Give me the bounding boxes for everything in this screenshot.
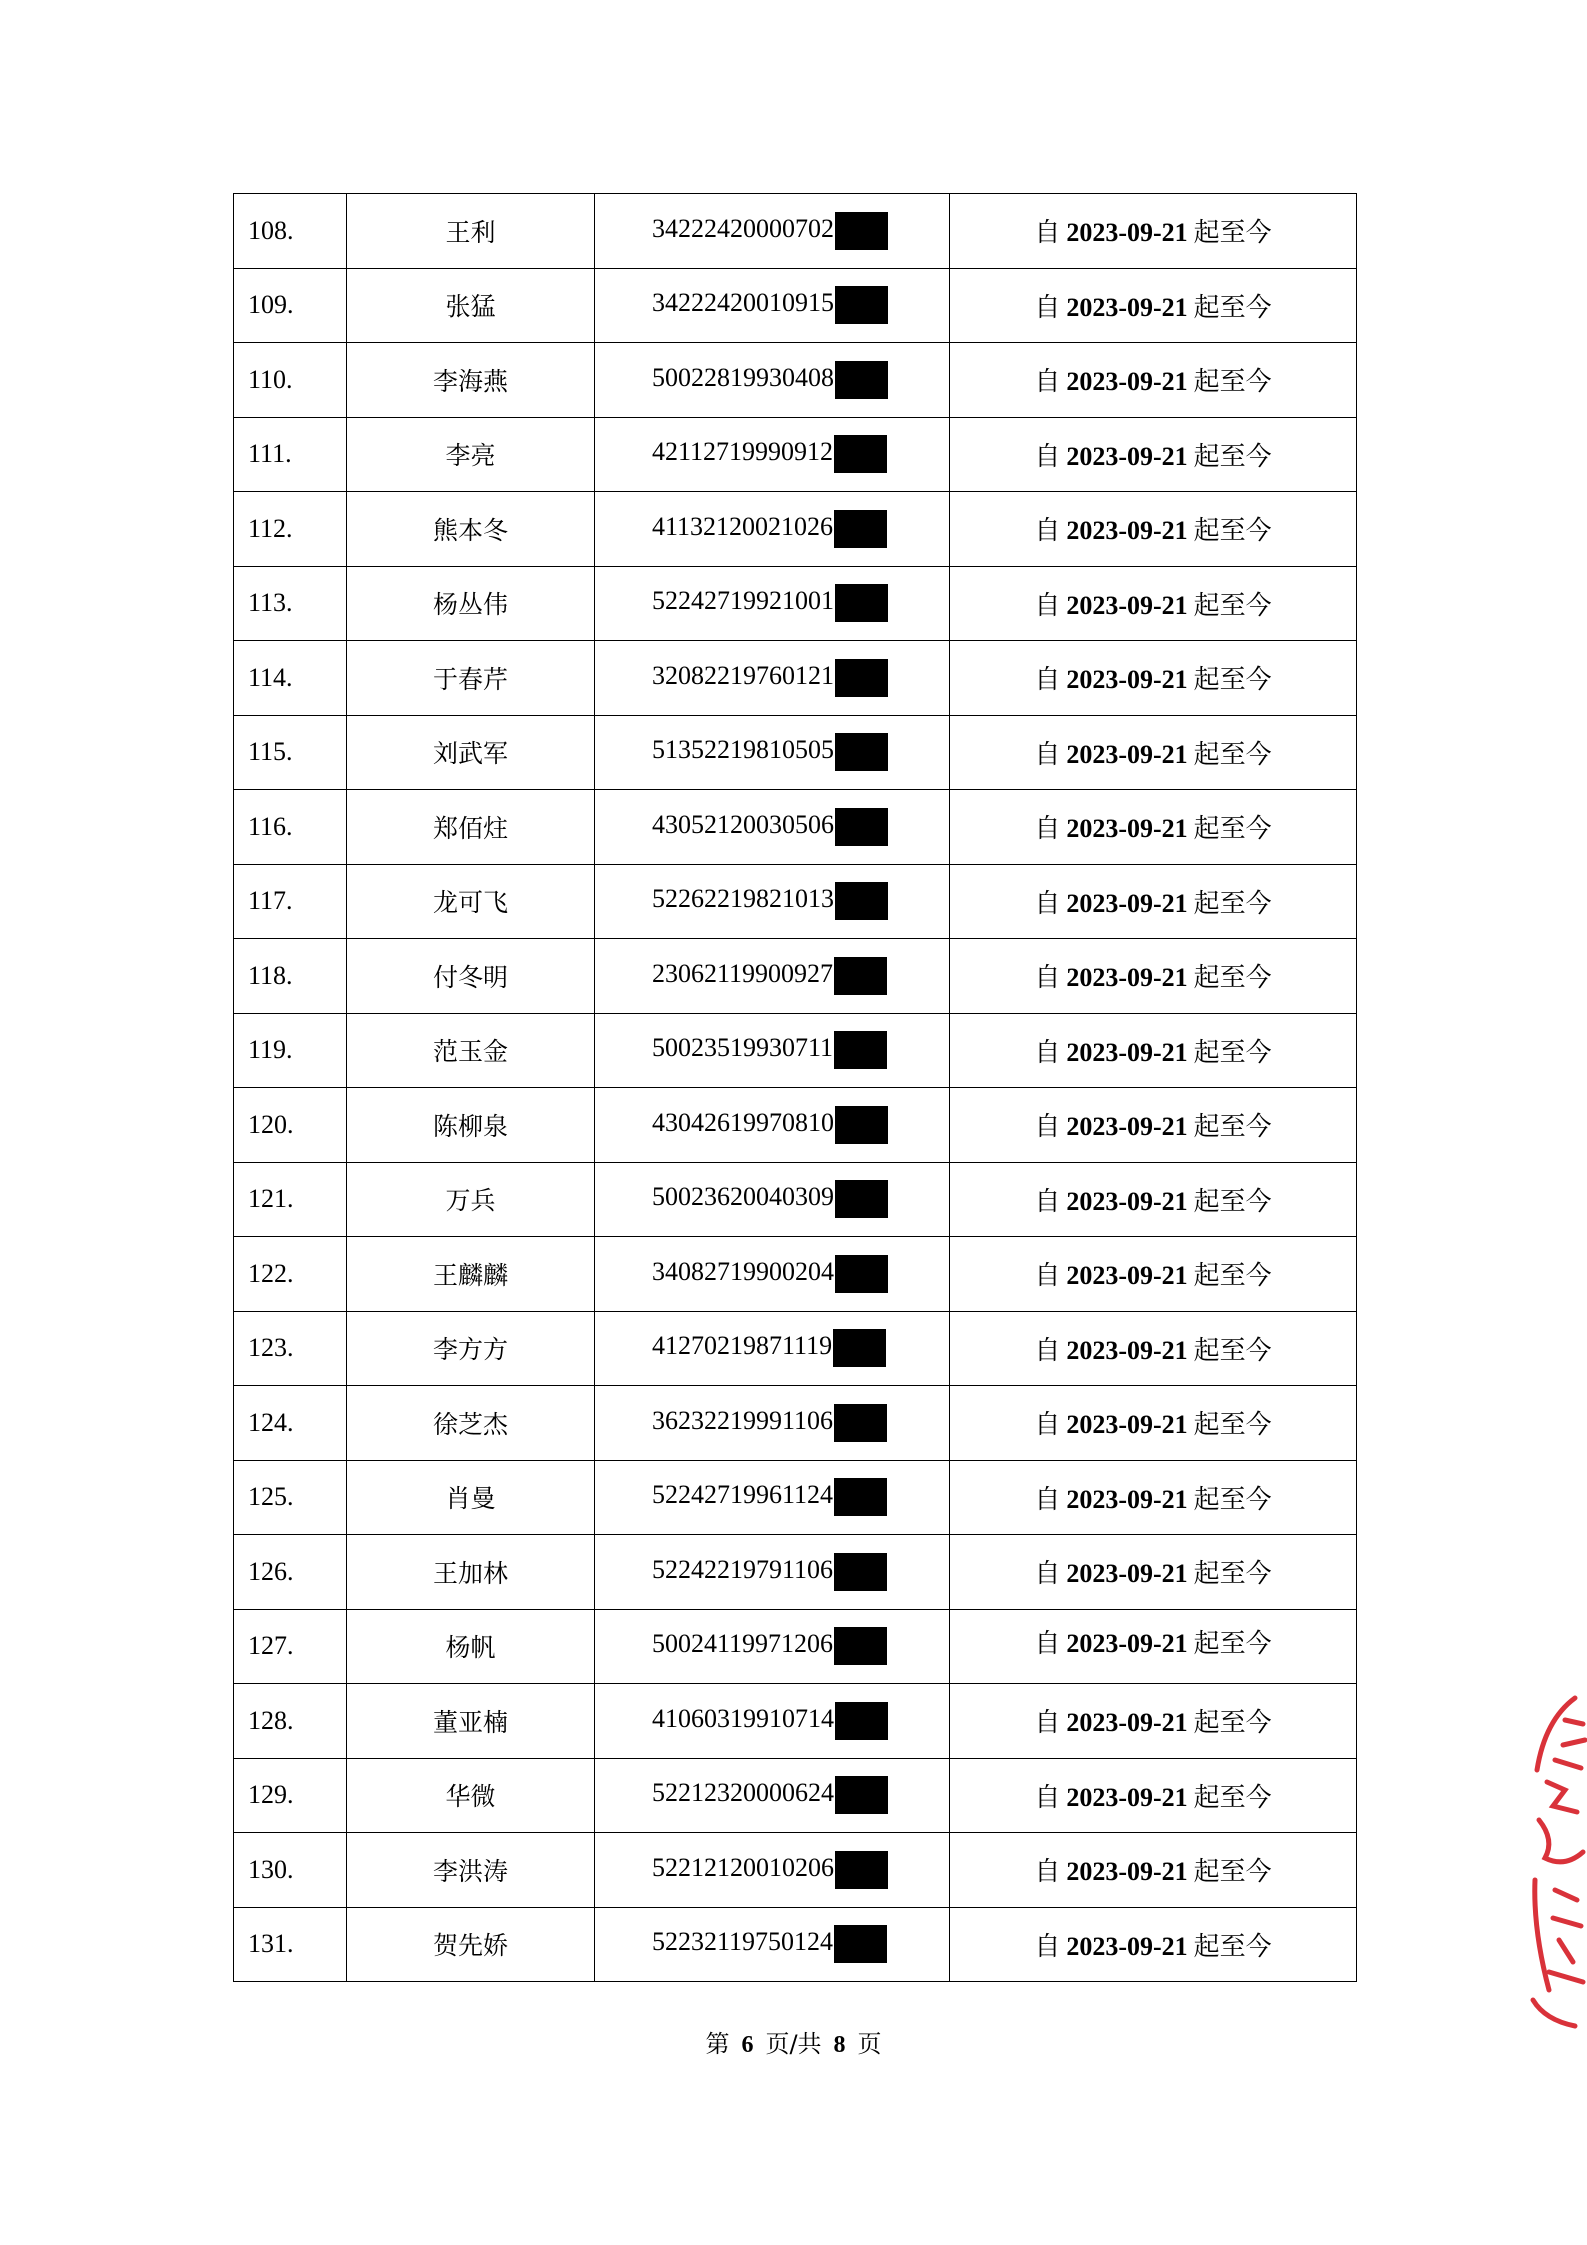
date-prefix: 自: [1034, 1857, 1061, 1888]
date-suffix: 起至今: [1193, 739, 1272, 770]
start-date: 2023-09-21: [1066, 888, 1188, 918]
row-number: 124.: [234, 1386, 347, 1461]
id-number-visible: 52212320000624: [652, 1778, 834, 1808]
id-number-visible: 36232219991106: [652, 1405, 834, 1435]
table-row: [234, 1013, 1357, 1088]
row-number: 126.: [234, 1535, 347, 1610]
date-range-cell: [950, 864, 1357, 939]
row-number: 116.: [234, 790, 347, 865]
id-number-visible: 43042619970810: [652, 1107, 834, 1137]
row-number: 121.: [234, 1162, 347, 1237]
start-date: 2023-09-21: [1066, 1335, 1188, 1365]
date-prefix: 自: [1034, 888, 1061, 919]
start-date: 2023-09-21: [1066, 590, 1188, 620]
id-number-cell: [595, 1237, 950, 1312]
id-number-visible: 52212120010206: [652, 1852, 834, 1882]
date-range-cell: [950, 1535, 1357, 1610]
date-range: [1034, 1623, 1271, 1660]
person-name: 李海燕: [347, 343, 595, 418]
id-number-visible: 50024119971206: [652, 1629, 834, 1659]
id-number-visible: 23062119900927: [652, 958, 834, 988]
row-number: 113.: [234, 566, 347, 641]
date-range-cell: [950, 1311, 1357, 1386]
date-range: [1034, 665, 1271, 694]
date-prefix: 自: [1034, 1410, 1061, 1441]
person-name: 于春芹: [347, 641, 595, 716]
date-range-cell: [950, 1684, 1357, 1759]
row-number: 131.: [234, 1907, 347, 1982]
id-number-cell: [595, 1833, 950, 1908]
person-name: 郑佰炷: [347, 790, 595, 865]
date-suffix: 起至今: [1193, 665, 1272, 696]
date-suffix: 起至今: [1193, 441, 1272, 472]
footer-suffix: 页: [857, 2030, 882, 2058]
date-range-cell: [950, 1758, 1357, 1833]
row-number: 111.: [234, 417, 347, 492]
row-number: 125.: [234, 1460, 347, 1535]
start-date: 2023-09-21: [1066, 1037, 1188, 1067]
date-prefix: 自: [1034, 1782, 1061, 1813]
table-row: [234, 715, 1357, 790]
id-number-cell: [595, 1684, 950, 1759]
row-number: 114.: [234, 641, 347, 716]
id-number-visible: 41132120021026: [652, 511, 834, 541]
date-suffix: 起至今: [1193, 516, 1272, 547]
id-number-cell: [595, 1311, 950, 1386]
redaction-block: [835, 1180, 888, 1218]
row-number: 112.: [234, 492, 347, 567]
start-date: 2023-09-21: [1066, 1112, 1188, 1142]
person-name: 范玉金: [347, 1013, 595, 1088]
person-name: 王加林: [347, 1535, 595, 1610]
id-number-visible: 34082719900204: [652, 1256, 834, 1286]
person-name: 华微: [347, 1758, 595, 1833]
start-date: 2023-09-21: [1066, 665, 1188, 695]
date-range-cell: [950, 1162, 1357, 1237]
date-range: [1034, 1410, 1271, 1439]
table-row: [234, 1758, 1357, 1833]
id-number-cell: [595, 1013, 950, 1088]
id-number-cell: [595, 641, 950, 716]
redaction-block: [834, 1627, 887, 1665]
person-name: 杨丛伟: [347, 566, 595, 641]
table-row: [234, 194, 1357, 269]
person-name: 张猛: [347, 268, 595, 343]
start-date: 2023-09-21: [1066, 1261, 1188, 1291]
date-suffix: 起至今: [1193, 1857, 1272, 1888]
person-name: 李方方: [347, 1311, 595, 1386]
id-number-visible: 50023620040309: [652, 1182, 834, 1212]
table-row: [234, 1684, 1357, 1759]
person-name: 龙可飞: [347, 864, 595, 939]
id-number-visible: 41270219871119: [652, 1331, 833, 1361]
start-date: 2023-09-21: [1066, 1186, 1188, 1216]
date-prefix: 自: [1034, 1112, 1061, 1143]
date-range: [1034, 1485, 1271, 1514]
redaction-block: [835, 212, 888, 250]
person-name: 徐芝杰: [347, 1386, 595, 1461]
date-suffix: 起至今: [1193, 1261, 1272, 1292]
date-suffix: 起至今: [1193, 1484, 1272, 1515]
id-number-visible: 41060319910714: [652, 1703, 834, 1733]
official-seal-stamp: [1525, 1690, 1587, 2030]
person-name: 王利: [347, 194, 595, 269]
id-number-visible: 42112719990912: [652, 437, 834, 467]
date-prefix: 自: [1034, 1186, 1061, 1217]
date-suffix: 起至今: [1193, 1112, 1272, 1143]
redaction-block: [834, 510, 887, 548]
table-row: [234, 1386, 1357, 1461]
table-row: [234, 790, 1357, 865]
date-prefix: 自: [1034, 1484, 1061, 1515]
table-row: [234, 1535, 1357, 1610]
row-number: 119.: [234, 1013, 347, 1088]
table-row: [234, 1609, 1357, 1684]
date-range-cell: [950, 566, 1357, 641]
redaction-block: [835, 286, 888, 324]
redaction-block: [835, 584, 888, 622]
id-number-cell: [595, 715, 950, 790]
date-suffix: 起至今: [1193, 367, 1272, 398]
start-date: 2023-09-21: [1066, 1931, 1188, 1961]
date-prefix: 自: [1034, 665, 1061, 696]
row-number: 120.: [234, 1088, 347, 1163]
id-number-cell: [595, 939, 950, 1014]
date-range: [1034, 1261, 1271, 1290]
start-date: 2023-09-21: [1066, 814, 1188, 844]
table-row: [234, 1088, 1357, 1163]
date-range: [1034, 1708, 1271, 1737]
date-range-cell: [950, 1237, 1357, 1312]
date-prefix: 自: [1034, 1708, 1061, 1739]
id-number-visible: 34222420010915: [652, 288, 834, 318]
date-range: [1034, 1932, 1271, 1961]
date-suffix: 起至今: [1193, 1559, 1272, 1590]
redaction-block: [835, 1106, 888, 1144]
date-range-cell: [950, 492, 1357, 567]
date-prefix: 自: [1034, 1559, 1061, 1590]
id-number-cell: [595, 343, 950, 418]
date-range-cell: [950, 194, 1357, 269]
start-date: 2023-09-21: [1066, 1782, 1188, 1812]
id-number-cell: [595, 1907, 950, 1982]
date-range: [1034, 1112, 1271, 1141]
date-prefix: 自: [1034, 814, 1061, 845]
person-name: 李洪涛: [347, 1833, 595, 1908]
date-range-cell: [950, 1833, 1357, 1908]
date-range: [1034, 516, 1271, 545]
start-date: 2023-09-21: [1066, 1410, 1188, 1440]
date-suffix: 起至今: [1193, 1708, 1272, 1739]
row-number: 110.: [234, 343, 347, 418]
footer-middle: 页/共: [765, 2030, 822, 2058]
date-range-cell: [950, 343, 1357, 418]
start-date: 2023-09-21: [1066, 1708, 1188, 1738]
table-row: [234, 417, 1357, 492]
redaction-block: [835, 1255, 888, 1293]
total-pages-number: 8: [833, 2032, 846, 2058]
row-number: 108.: [234, 194, 347, 269]
person-name: 熊本冬: [347, 492, 595, 567]
redaction-block: [834, 957, 887, 995]
date-prefix: 自: [1034, 739, 1061, 770]
id-number-cell: [595, 492, 950, 567]
date-suffix: 起至今: [1193, 1335, 1272, 1366]
date-suffix: 起至今: [1193, 1037, 1272, 1068]
start-date: 2023-09-21: [1066, 1559, 1188, 1589]
redaction-block: [835, 733, 888, 771]
date-range: [1034, 218, 1271, 247]
date-range: [1034, 963, 1271, 992]
row-number: 128.: [234, 1684, 347, 1759]
date-prefix: 自: [1034, 367, 1061, 398]
start-date: 2023-09-21: [1066, 963, 1188, 993]
date-suffix: 起至今: [1193, 814, 1272, 845]
row-number: 127.: [234, 1609, 347, 1684]
redaction-block: [835, 882, 888, 920]
table-row: [234, 566, 1357, 641]
redaction-block: [834, 1031, 887, 1069]
redaction-block: [834, 435, 887, 473]
id-number-visible: 52242219791106: [652, 1554, 834, 1584]
table-row: [234, 1833, 1357, 1908]
date-prefix: 自: [1034, 1628, 1061, 1659]
date-prefix: 自: [1034, 292, 1061, 323]
person-name: 贺先娇: [347, 1907, 595, 1982]
person-name: 付冬明: [347, 939, 595, 1014]
date-suffix: 起至今: [1193, 292, 1272, 323]
records-table-body: [234, 194, 1357, 1982]
id-number-visible: 51352219810505: [652, 735, 834, 765]
date-prefix: 自: [1034, 1335, 1061, 1366]
id-number-cell: [595, 1162, 950, 1237]
date-range: [1034, 367, 1271, 396]
row-number: 129.: [234, 1758, 347, 1833]
date-range-cell: [950, 641, 1357, 716]
date-suffix: 起至今: [1193, 1186, 1272, 1217]
date-range: [1034, 1783, 1271, 1812]
date-prefix: 自: [1034, 963, 1061, 994]
date-suffix: 起至今: [1193, 1782, 1272, 1813]
table-row: [234, 641, 1357, 716]
start-date: 2023-09-21: [1066, 1857, 1188, 1887]
start-date: 2023-09-21: [1066, 516, 1188, 546]
person-name: 董亚楠: [347, 1684, 595, 1759]
table-row: [234, 939, 1357, 1014]
start-date: 2023-09-21: [1066, 218, 1188, 248]
id-number-cell: [595, 1535, 950, 1610]
start-date: 2023-09-21: [1066, 739, 1188, 769]
date-range: [1034, 740, 1271, 769]
redaction-block: [833, 1329, 886, 1367]
start-date: 2023-09-21: [1066, 367, 1188, 397]
page-footer: [0, 2024, 1587, 2059]
date-range-cell: [950, 939, 1357, 1014]
date-range: [1034, 1187, 1271, 1216]
date-range: [1034, 1038, 1271, 1067]
redaction-block: [834, 1404, 887, 1442]
start-date: 2023-09-21: [1066, 292, 1188, 322]
date-range-cell: [950, 1609, 1357, 1684]
redaction-block: [834, 1925, 887, 1963]
date-range-cell: [950, 790, 1357, 865]
date-suffix: 起至今: [1193, 1931, 1272, 1962]
redaction-block: [834, 1478, 887, 1516]
person-name: 肖曼: [347, 1460, 595, 1535]
start-date: 2023-09-21: [1066, 1484, 1188, 1514]
id-number-visible: 50022819930408: [652, 362, 834, 392]
records-table: [233, 193, 1357, 1982]
date-range: [1034, 1857, 1271, 1886]
id-number-cell: [595, 1609, 950, 1684]
date-range: [1034, 1336, 1271, 1365]
date-suffix: 起至今: [1193, 963, 1272, 994]
id-number-cell: [595, 566, 950, 641]
table-row: [234, 1237, 1357, 1312]
id-number-cell: [595, 1088, 950, 1163]
date-suffix: 起至今: [1193, 590, 1272, 621]
date-range-cell: [950, 417, 1357, 492]
id-number-visible: 34222420000702: [652, 213, 834, 243]
redaction-block: [835, 1776, 888, 1814]
date-range-cell: [950, 1460, 1357, 1535]
date-range-cell: [950, 715, 1357, 790]
date-prefix: 自: [1034, 441, 1061, 472]
person-name: 杨帆: [347, 1609, 595, 1684]
date-prefix: 自: [1034, 1261, 1061, 1292]
date-range: [1034, 293, 1271, 322]
id-number-visible: 52232119750124: [652, 1927, 834, 1957]
person-name: 陈柳泉: [347, 1088, 595, 1163]
start-date: 2023-09-21: [1066, 1628, 1188, 1658]
id-number-visible: 50023519930711: [652, 1033, 834, 1063]
redaction-block: [834, 1553, 887, 1591]
table-row: [234, 1907, 1357, 1982]
id-number-cell: [595, 864, 950, 939]
id-number-cell: [595, 1758, 950, 1833]
redaction-block: [835, 1851, 888, 1889]
date-range: [1034, 1559, 1271, 1588]
date-range-cell: [950, 1907, 1357, 1982]
id-number-cell: [595, 1386, 950, 1461]
date-range-cell: [950, 1088, 1357, 1163]
row-number: 109.: [234, 268, 347, 343]
person-name: 王麟麟: [347, 1237, 595, 1312]
date-range-cell: [950, 1386, 1357, 1461]
person-name: 李亮: [347, 417, 595, 492]
person-name: 万兵: [347, 1162, 595, 1237]
table-row: [234, 1460, 1357, 1535]
redaction-block: [835, 808, 888, 846]
id-number-visible: 52242719961124: [652, 1480, 834, 1510]
row-number: 123.: [234, 1311, 347, 1386]
start-date: 2023-09-21: [1066, 441, 1188, 471]
date-prefix: 自: [1034, 218, 1061, 249]
date-suffix: 起至今: [1193, 1628, 1272, 1659]
date-suffix: 起至今: [1193, 1410, 1272, 1441]
id-number-visible: 43052120030506: [652, 809, 834, 839]
redaction-block: [835, 361, 888, 399]
date-range: [1034, 442, 1271, 471]
row-number: 115.: [234, 715, 347, 790]
date-range-cell: [950, 268, 1357, 343]
date-range: [1034, 814, 1271, 843]
date-prefix: 自: [1034, 516, 1061, 547]
id-number-visible: 52262219821013: [652, 884, 834, 914]
id-number-visible: 32082219760121: [652, 660, 834, 690]
id-number-cell: [595, 790, 950, 865]
table-row: [234, 1162, 1357, 1237]
row-number: 117.: [234, 864, 347, 939]
row-number: 130.: [234, 1833, 347, 1908]
id-number-cell: [595, 194, 950, 269]
date-suffix: 起至今: [1193, 888, 1272, 919]
id-number-cell: [595, 417, 950, 492]
row-number: 122.: [234, 1237, 347, 1312]
id-number-cell: [595, 1460, 950, 1535]
table-row: [234, 864, 1357, 939]
date-prefix: 自: [1034, 1931, 1061, 1962]
table-row: [234, 268, 1357, 343]
table-row: [234, 1311, 1357, 1386]
person-name: 刘武军: [347, 715, 595, 790]
footer-prefix: 第: [705, 2030, 730, 2058]
date-prefix: 自: [1034, 1037, 1061, 1068]
row-number: 118.: [234, 939, 347, 1014]
current-page-number: 6: [741, 2032, 754, 2058]
id-number-visible: 52242719921001: [652, 586, 834, 616]
redaction-block: [835, 1702, 888, 1740]
date-prefix: 自: [1034, 590, 1061, 621]
table-row: [234, 492, 1357, 567]
date-range-cell: [950, 1013, 1357, 1088]
redaction-block: [835, 659, 888, 697]
date-range: [1034, 591, 1271, 620]
date-range: [1034, 889, 1271, 918]
table-row: [234, 343, 1357, 418]
id-number-cell: [595, 268, 950, 343]
date-suffix: 起至今: [1193, 218, 1272, 249]
